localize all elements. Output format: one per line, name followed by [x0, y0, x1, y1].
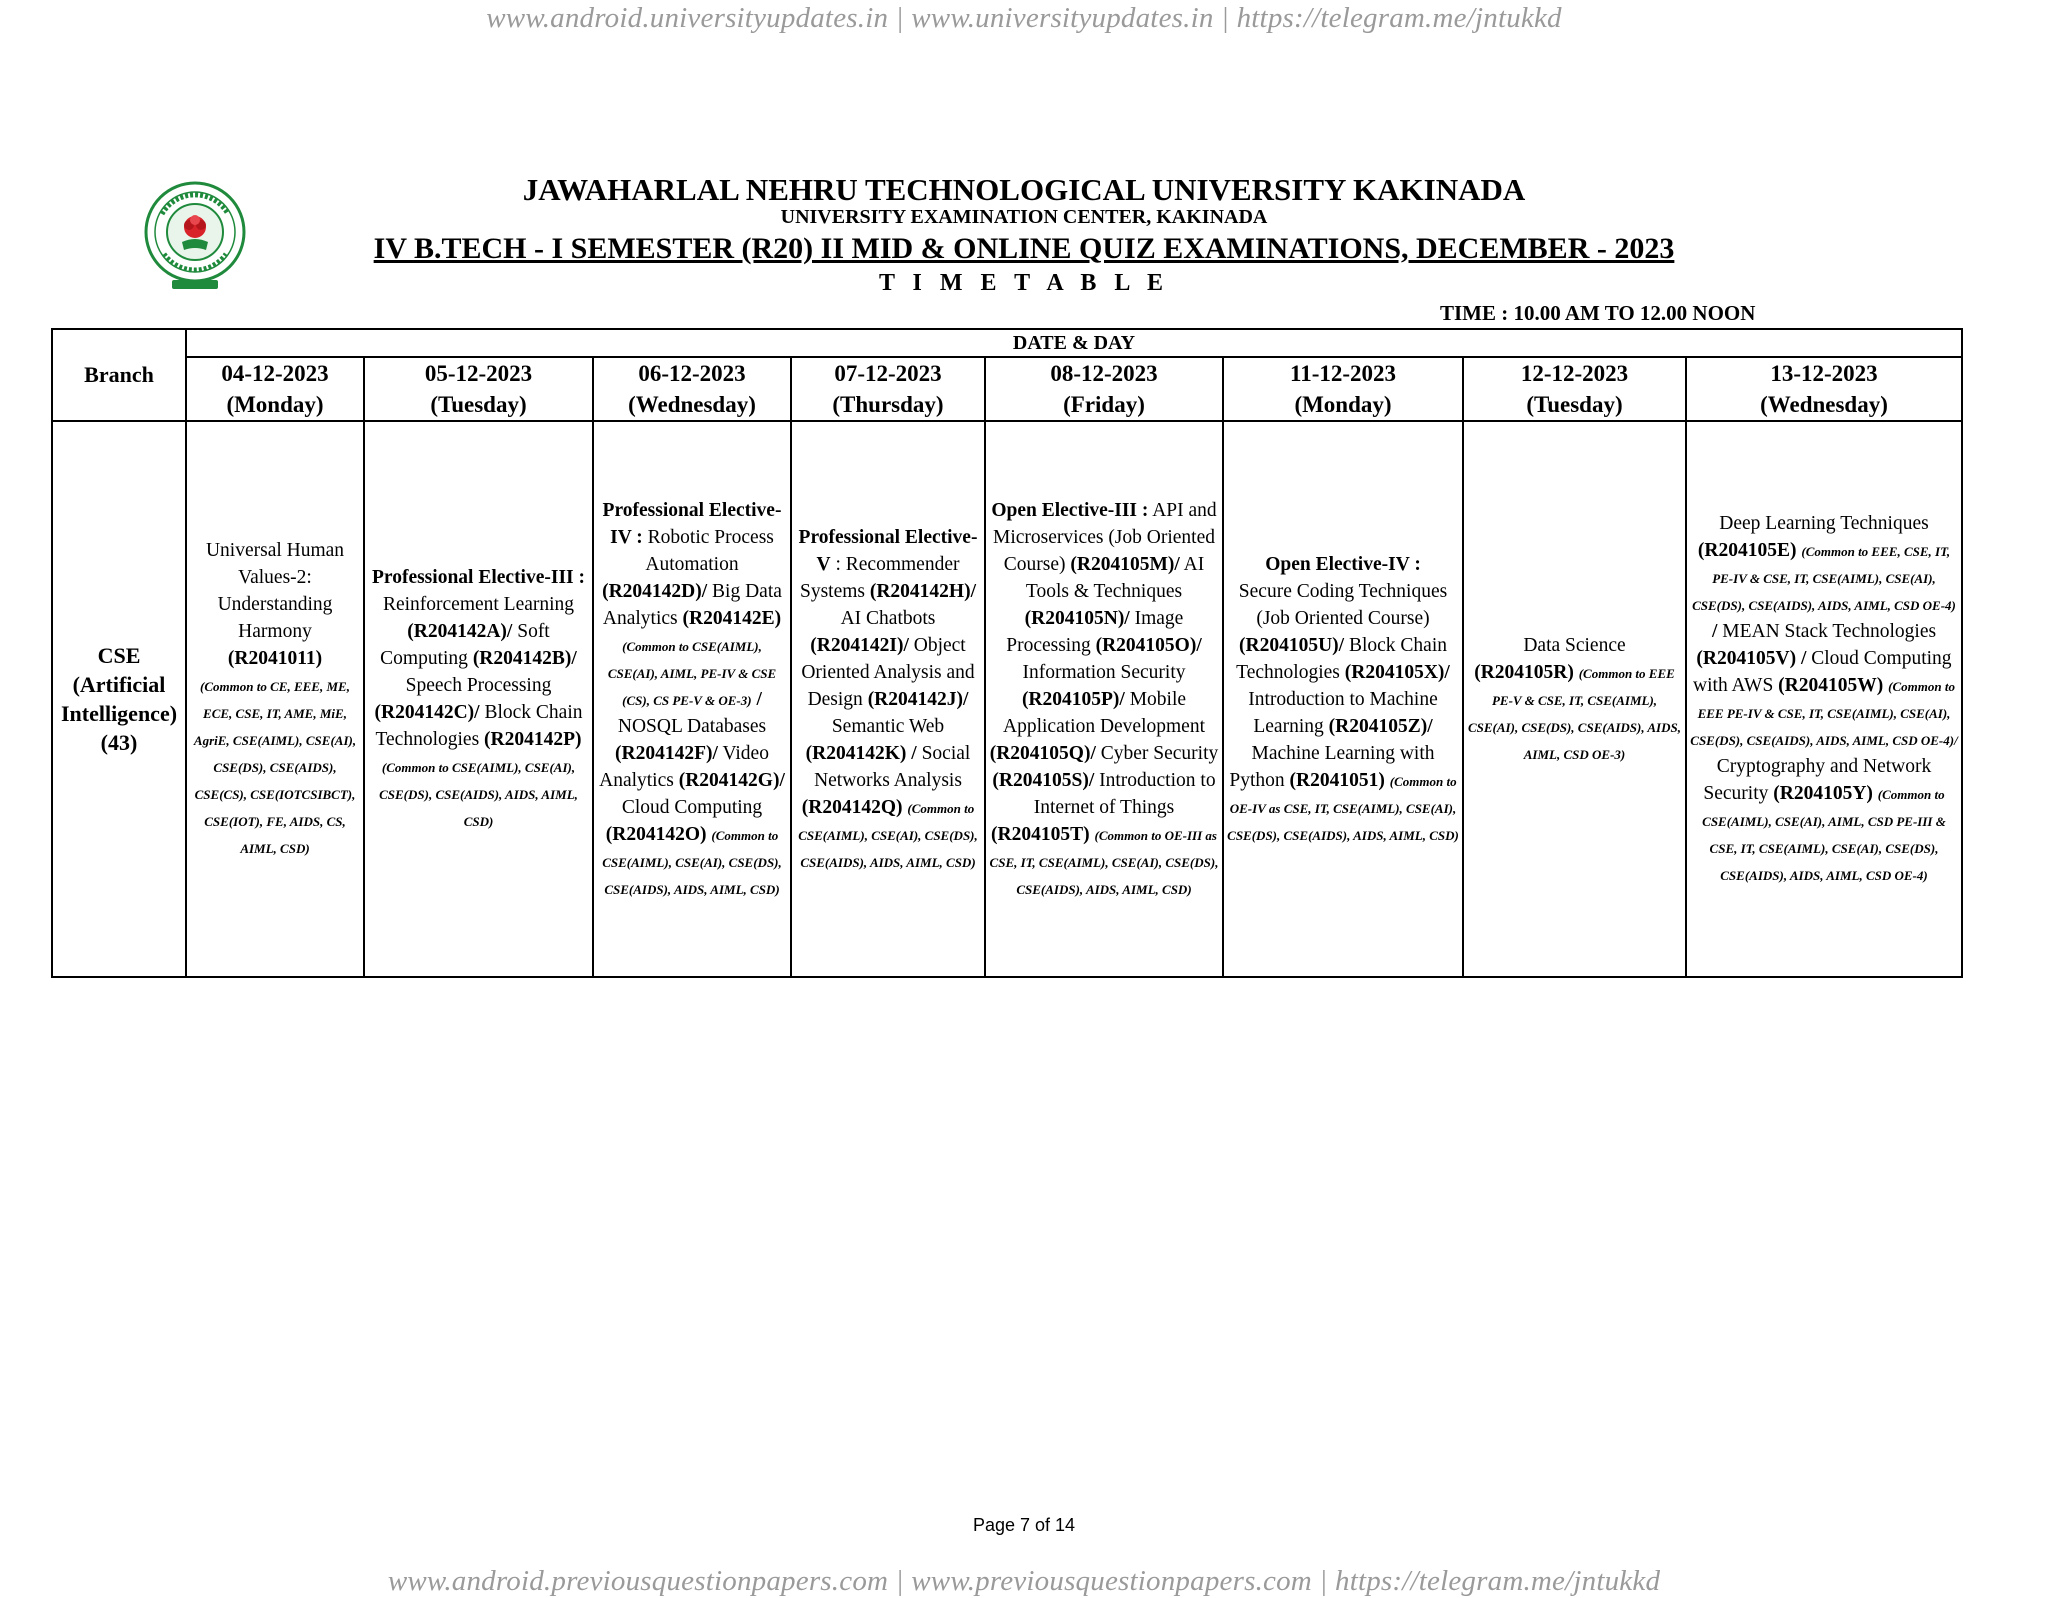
exam-cell-07-12: Professional Elective-V : Recommender Systems (R204142H)/ AI Chatbots (R204142I)/ Object Oriented Analysis and Design (R204142J)/ Semantic Web (R204142K) / Social Networks Analysis (R204142Q) (Common to CSE(AIML), CSE(AI), CSE(DS), CSE(AIDS), AIDS, AIML, CSD)	[791, 421, 985, 977]
exam-center: UNIVERSITY EXAMINATION CENTER, KAKINADA	[780, 206, 1268, 228]
exam-time: TIME : 10.00 AM TO 12.00 NOON	[1440, 301, 1756, 325]
time-table-title: T I M E T A B L E	[878, 270, 1170, 296]
date-header: 13-12-2023 (Wednesday)	[1686, 357, 1962, 421]
page-number: Page 7 of 14	[972, 1515, 1076, 1535]
date-header: 08-12-2023 (Friday)	[985, 357, 1223, 421]
exam-cell-04-12: Universal Human Values-2: Understanding Harmony (R2041011) (Common to CE, EEE, ME, ECE, CSE, IT, AME, MiE, AgriE, CSE(AIML), CSE(AI), CSE(DS), CSE(AIDS), CSE(CS), CSE(IOTCSIBCT), CSE(IOT), FE, AIDS, CS, AIML, CSD)	[186, 421, 364, 977]
exam-cell-13-12: Deep Learning Techniques (R204105E) (Common to EEE, CSE, IT, PE-IV & CSE, IT, CSE(AIML), CSE(AI), CSE(DS), CSE(AIDS), AIDS, AIML, CSD OE-4) / MEAN Stack Technologies (R204105V) / Cloud Computing with AWS (R204105W) (Common to EEE PE-IV & CSE, IT, CSE(AIML), CSE(AI), CSE(DS), CSE(AIDS), AIDS, AIML, CSD OE-4)/ Cryptography and Network Security (R204105Y) (Common to CSE(AIML), CSE(AI), AIML, CSD PE-III & CSE, IT, CSE(AIML), CSE(AI), CSE(DS), CSE(AIDS), AIDS, AIML, CSD OE-4)	[1686, 421, 1962, 977]
exam-cell-11-12: Open Elective-IV : Secure Coding Techniques (Job Oriented Course) (R204105U)/ Block Chain Technologies (R204105X)/ Introduction to Machine Learning (R204105Z)/ Machine Learning with Python (R2041051) (Common to OE-IV as CSE, IT, CSE(AIML), CSE(AI), CSE(DS), CSE(AIDS), AIDS, AIML, CSD)	[1223, 421, 1463, 977]
exam-cell-06-12: Professional Elective-IV : Robotic Process Automation (R204142D)/ Big Data Analytics (R204142E) (Common to CSE(AIML), CSE(AI), AIML, PE-IV & CSE (CS), CS PE-V & OE-3) / NOSQL Databases (R204142F)/ Video Analytics (R204142G)/ Cloud Computing (R204142O) (Common to CSE(AIML), CSE(AI), CSE(DS), CSE(AIDS), AIDS, AIML, CSD)	[593, 421, 791, 977]
watermark-top: www.android.universityupdates.in | www.universityupdates.in | https://telegram.me/jntukkd	[486, 2, 1562, 34]
date-header: 11-12-2023 (Monday)	[1223, 357, 1463, 421]
date-header: 12-12-2023 (Tuesday)	[1463, 357, 1686, 421]
time-table	[51, 328, 1963, 978]
university-name: JAWAHARLAL NEHRU TECHNOLOGICAL UNIVERSITY KAKINADA	[522, 172, 1526, 207]
date-header: 04-12-2023 (Monday)	[186, 357, 364, 421]
date-header: 06-12-2023 (Wednesday)	[593, 357, 791, 421]
branch-header: Branch	[52, 329, 186, 421]
exam-cell-12-12: Data Science (R204105R) (Common to EEE PE-V & CSE, IT, CSE(AIML), CSE(AI), CSE(DS), CSE(AIDS), AIDS, AIML, CSD OE-3)	[1463, 421, 1686, 977]
exam-title: IV B.TECH - I SEMESTER (R20) II MID & ONLINE QUIZ EXAMINATIONS, DECEMBER - 2023	[373, 232, 1675, 265]
date-header: 07-12-2023 (Thursday)	[791, 357, 985, 421]
exam-cell-05-12: Professional Elective-III : Reinforcement Learning (R204142A)/ Soft Computing (R204142B)/ Speech Processing (R204142C)/ Block Chain Technologies (R204142P) (Common to CSE(AIML), CSE(AI), CSE(DS), CSE(AIDS), AIDS, AIML, CSD)	[364, 421, 593, 977]
branch-cell: CSE (Artificial Intelligence) (43)	[52, 421, 186, 977]
date-header: 05-12-2023 (Tuesday)	[364, 357, 593, 421]
date-day-header: DATE & DAY	[186, 329, 1962, 357]
watermark-bottom: www.android.previousquestionpapers.com | www.previousquestionpapers.com | https://telegram.me/jntukkd	[387, 1565, 1661, 1597]
exam-cell-08-12: Open Elective-III : API and Microservices (Job Oriented Course) (R204105M)/ AI Tools & Techniques (R204105N)/ Image Processing (R204105O)/ Information Security (R204105P)/ Mobile Application Development (R204105Q)/ Cyber Security (R204105S)/ Introduction to Internet of Things (R204105T) (Common to OE-III as CSE, IT, CSE(AIML), CSE(AI), CSE(DS), CSE(AIDS), AIDS, AIML, CSD)	[985, 421, 1223, 977]
